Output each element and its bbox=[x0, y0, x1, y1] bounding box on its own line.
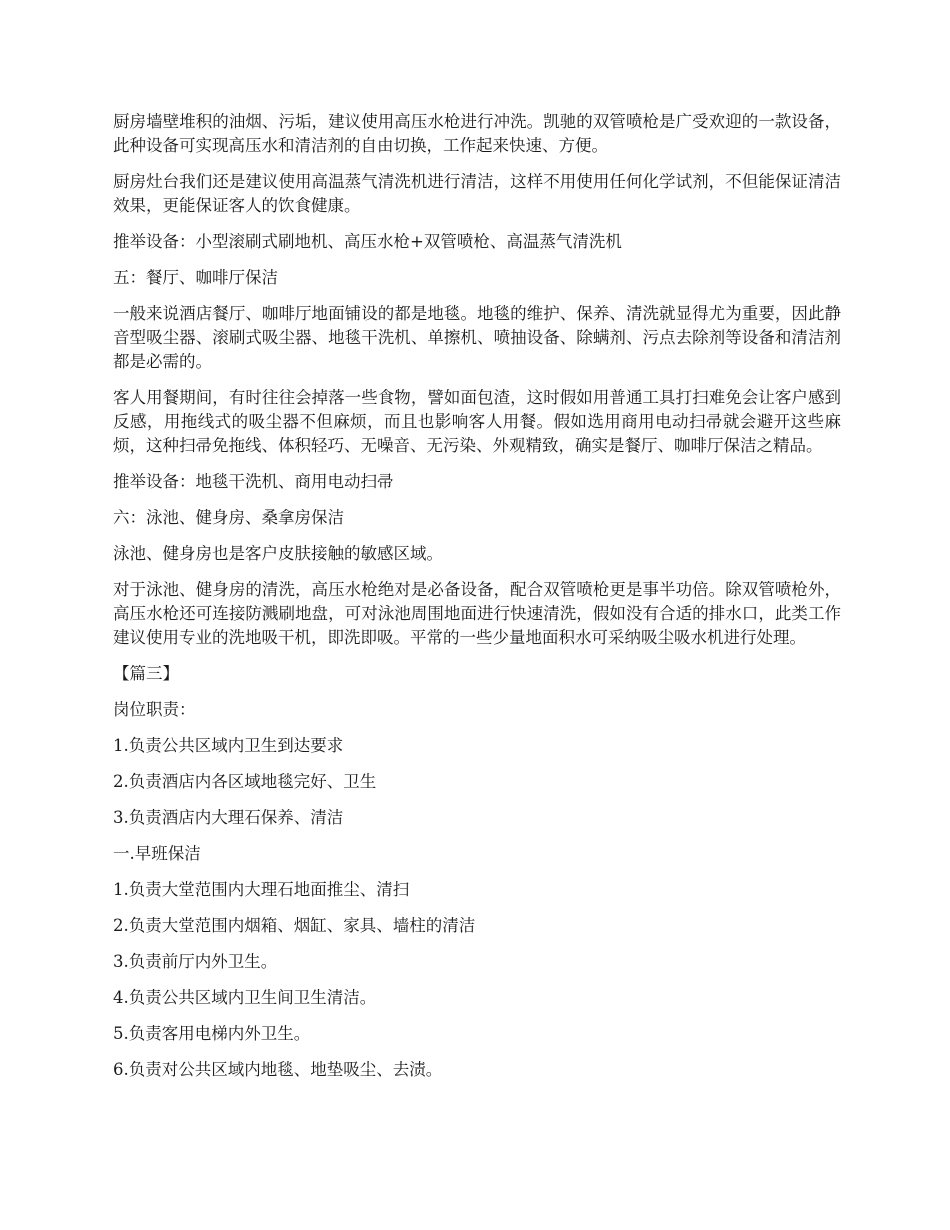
list-item: 4.负责公共区域内卫生间卫生清洁。 bbox=[113, 988, 377, 1007]
list-item: 1.负责公共区域内卫生到达要求 bbox=[113, 736, 344, 755]
list-item: 2.负责大堂范围内烟箱、烟缸、家具、墙柱的清洁 bbox=[113, 916, 476, 935]
paragraph: 一般来说酒店餐厅、咖啡厅地面铺设的都是地毯。地毯的维护、保养、清洗就显得尤为重要，因此静音型吸尘器、滚刷式吸尘器、地毯干洗机、单擦机、喷抽设备、除螨剂、污点去除剂等设备和清洁剂都是必需的。 bbox=[113, 304, 841, 371]
list-item: 6.负责对公共区域内地毯、地垫吸尘、去渍。 bbox=[113, 1060, 443, 1079]
section-heading: 六：泳池、健身房、桑拿房保洁 bbox=[113, 508, 344, 527]
list-item: 3.负责酒店内大理石保养、清洁 bbox=[113, 808, 344, 827]
paragraph: 推举设备：小型滚刷式刷地机、高压水枪+双管喷枪、高温蒸气清洗机 bbox=[113, 232, 622, 251]
paragraph: 厨房灶台我们还是建议使用高温蒸气清洗机进行清洁，这样不用使用任何化学试剂，不但能保证清洁效果，更能保证客人的饮食健康。 bbox=[113, 172, 841, 215]
list-item: 5.负责客用电梯内外卫生。 bbox=[113, 1024, 311, 1043]
list-item: 2.负责酒店内各区域地毯完好、卫生 bbox=[113, 772, 377, 791]
document-body bbox=[113, 110, 841, 1094]
section-heading: 五：餐厅、咖啡厅保洁 bbox=[113, 268, 278, 287]
paragraph: 推举设备：地毯干洗机、商用电动扫帚 bbox=[113, 472, 394, 491]
list-item: 3.负责前厅内外卫生。 bbox=[113, 952, 278, 971]
list-item: 1.负责大堂范围内大理石地面推尘、清扫 bbox=[113, 880, 410, 899]
paragraph: 泳池、健身房也是客户皮肤接触的敏感区域。 bbox=[113, 544, 443, 563]
paragraph: 客人用餐期间，有时往往会掉落一些食物，譬如面包渣，这时假如用普通工具打扫难免会让客户感到反感，用拖线式的吸尘器不但麻烦，而且也影响客人用餐。假如选用商用电动扫帚就会避开这些麻烦，这种扫帚免拖线、体积轻巧、无噪音、无污染、外观精致，确实是餐厅、咖啡厅保洁之精品。 bbox=[113, 388, 841, 455]
section-heading: 一.早班保洁 bbox=[113, 844, 201, 863]
paragraph: 对于泳池、健身房的清洗，高压水枪绝对是必备设备，配合双管喷枪更是事半功倍。除双管喷枪外，高压水枪还可连接防溅刷地盘，可对泳池周围地面进行快速清洗，假如没有合适的排水口，此类工作建议使用专业的洗地吸干机，即洗即吸。平常的一些少量地面积水可采纳吸尘吸水机进行处理。 bbox=[113, 580, 841, 647]
chapter-heading: 【篇三】 bbox=[113, 664, 179, 683]
paragraph: 厨房墙壁堆积的油烟、污垢，建议使用高压水枪进行冲洗。凯驰的双管喷枪是广受欢迎的一款设备，此种设备可实现高压水和清洁剂的自由切换，工作起来快速、方便。 bbox=[113, 112, 841, 155]
section-heading: 岗位职责： bbox=[113, 700, 196, 719]
